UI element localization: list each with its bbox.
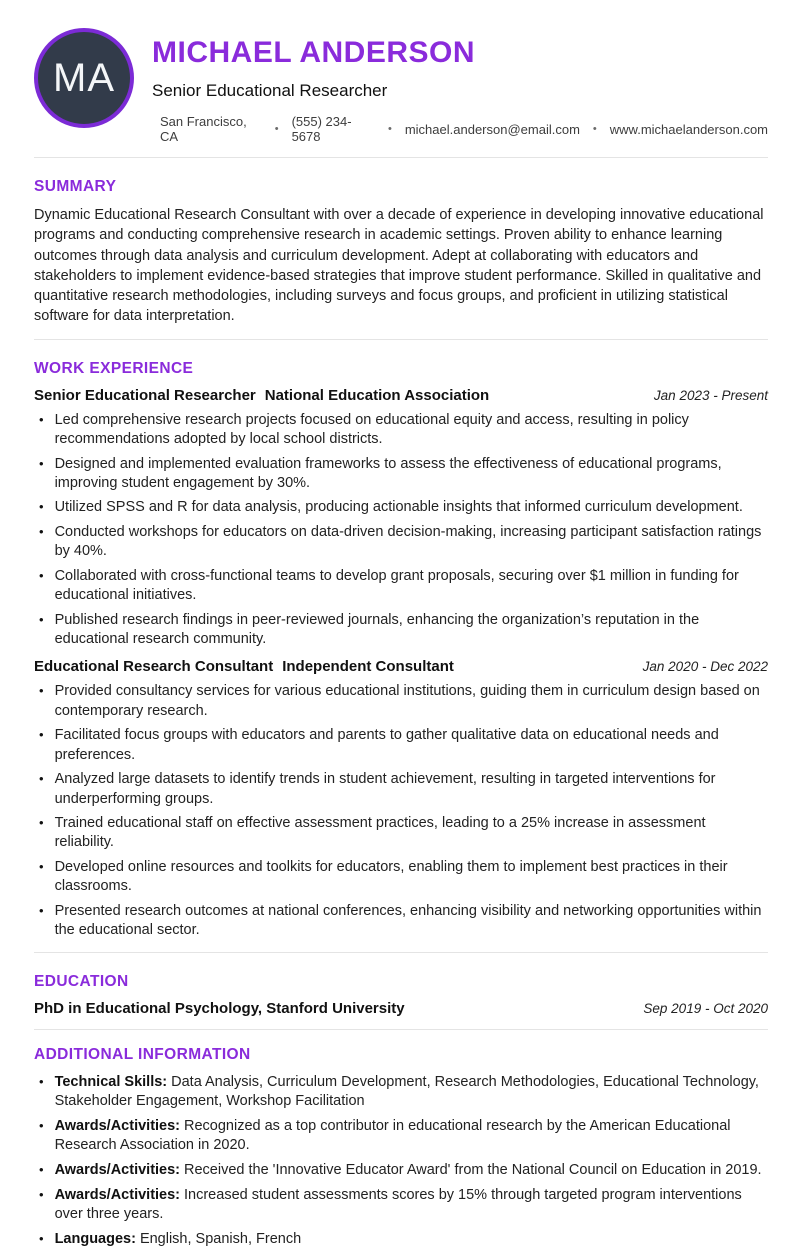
header-divider [34,157,768,158]
bullet-text: Presented research outcomes at national conferences, enhancing visibility and networking opportunities within the educational sector. [54,902,762,939]
job-title: Senior Educational Researcher [34,386,256,404]
section-education [34,973,768,1017]
dot-separator-icon: • [592,123,597,135]
job-company: National Education Association [264,386,490,404]
section-additional-information [34,1046,768,1249]
bullet-text [55,1073,768,1111]
contact-phone: (555) 234-5678 [291,114,352,144]
bullet-icon: • [39,683,44,699]
list-item [34,567,768,606]
item-text: Received the 'Innovative Educator Award' from the National Council on Education in 2019. [184,1162,762,1179]
list-item [34,858,768,897]
bullet-text: Collaborated with cross-functional teams to develop grant proposals, securing over $1 million in funding for educational initiatives. [54,567,739,604]
list-item [34,814,768,853]
list-item [34,1073,768,1111]
job-title-line [34,658,454,675]
header-text-block [152,28,768,144]
section-divider [34,339,768,340]
bullet-icon: • [39,1162,44,1178]
bullet-text: Analyzed large datasets to identify trends in student achievement, resulting in targeted interventions for underperforming groups. [54,771,716,807]
list-item [34,1230,768,1249]
resume-header [34,28,768,144]
job-dates: Jan 2020 - Dec 2022 [642,659,768,675]
bullet-text: Developed online resources and toolkits for educators, enabling them to implement best practices in their classrooms. [54,858,728,895]
list-item [34,770,768,809]
list-item [34,1186,768,1224]
list-item [34,902,768,941]
education-heading: EDUCATION [34,973,129,991]
job-dates: Jan 2023 - Present [653,387,768,403]
bullet-text [55,1230,302,1249]
bullet-text: Trained educational staff on effective assessment practices, leading to a 25% increase in assessment reliability. [54,814,706,851]
bullet-text [55,1186,768,1224]
section-summary [34,178,768,327]
bullet-text: Utilized SPSS and R for data analysis, producing actionable insights that informed curriculum development. [54,499,743,516]
bullet-text: Provided consultancy services for various educational institutions, guiding them in curriculum design based on contemporary research. [54,683,760,719]
bullet-text [55,1161,762,1180]
bullet-icon: • [39,499,44,515]
bullet-icon: • [39,523,44,539]
additional-list [34,1073,768,1249]
item-text: English, Spanish, French [139,1231,302,1248]
job-bullet-list [34,682,768,940]
bullet-icon: • [39,567,44,583]
job-entry [34,387,768,650]
contact-website: www.michaelanderson.com [609,121,768,137]
job-bullet-list [34,411,768,650]
section-work-experience [34,360,768,941]
bullet-text: Facilitated focus groups with educators and parents to gather qualitative data on educational needs and preferences. [54,727,719,763]
bullet-text: Led comprehensive research projects focused on educational equity and access, resulting in policy recommendations adopted by local school districts. [54,411,689,448]
bullet-icon: • [39,1187,44,1203]
bullet-icon: • [39,727,44,743]
contact-location: San Francisco, CA [160,114,247,144]
work-experience-heading: WORK EXPERIENCE [34,359,194,377]
contact-email: michael.anderson@email.com [404,121,580,137]
bullet-icon: • [39,1231,44,1247]
avatar [34,28,134,128]
bullet-icon: • [39,411,44,427]
summary-heading: SUMMARY [34,178,117,195]
candidate-name: MICHAEL ANDERSON [152,36,476,69]
avatar-initials: MA [53,55,115,100]
bullet-icon: • [39,1118,44,1134]
section-divider [34,1029,768,1030]
bullet-icon: • [39,1074,44,1090]
education-degree: PhD in Educational Psychology, Stanford University [34,1000,405,1018]
bullet-text: Designed and implemented evaluation frameworks to assess the effectiveness of educational programs, improving student engagement by 30%. [54,455,722,492]
item-text: Data Analysis, Curriculum Development, Research Methodologies, Educational Technology, Stakeholder Engagement, Workshop Facilitation [54,1074,759,1110]
item-text: Recognized as a top contributor in educational research by the American Educational Research Association in 2020. [54,1118,731,1154]
bullet-icon: • [39,771,44,787]
item-label: Technical Skills: [54,1074,168,1091]
job-company: Independent Consultant [282,658,454,676]
list-item [34,523,768,562]
list-item [34,455,768,494]
dot-separator-icon: • [274,123,279,135]
job-title: Educational Research Consultant [34,658,274,676]
bullet-icon: • [39,455,44,471]
bullet-icon: • [39,902,44,918]
item-label: Awards/Activities: [54,1187,181,1204]
item-label: Languages: [54,1231,136,1248]
job-header-row [34,658,768,675]
item-text: Increased student assessments scores by 15% through targeted program interventions over three years. [54,1187,742,1223]
item-label: Awards/Activities: [54,1118,181,1135]
contact-line [152,114,768,144]
bullet-text: Published research findings in peer-reviewed journals, enhancing the organization’s reputation in the educational research community. [54,611,700,647]
education-row [34,1000,768,1017]
summary-text: Dynamic Educational Research Consultant with over a decade of experience in developing innovative educational programs and conducting comprehensive research in academic settings. Proven ability to enhance learning outcomes through data analysis and curriculum development. Adept at collaborating with educators and stakeholders to implement evidence-based strategies that improve student performance. Skilled in qualitative and quantitative research methodologies, including surveys and focus groups, and proficient in utilizing statistical software for data interpretation. [34,207,764,325]
additional-information-heading: ADDITIONAL INFORMATION [34,1046,251,1064]
job-header-row [34,387,768,404]
bullet-text [55,1117,768,1155]
job-entry [34,658,768,940]
dot-separator-icon: • [387,123,392,135]
job-title-line [34,387,489,404]
candidate-title: Senior Educational Researcher [152,81,388,100]
list-item [34,682,768,721]
bullet-icon: • [39,858,44,874]
list-item [34,411,768,450]
bullet-text: Conducted workshops for educators on data-driven decision-making, increasing participant satisfaction ratings by 40%. [54,523,762,560]
list-item [34,1117,768,1155]
section-divider [34,952,768,953]
item-label: Awards/Activities: [54,1162,181,1179]
list-item [34,726,768,765]
list-item [34,611,768,650]
list-item [34,1161,768,1180]
list-item [34,498,768,517]
bullet-icon: • [39,611,44,627]
education-dates: Sep 2019 - Oct 2020 [643,1001,768,1017]
bullet-icon: • [39,814,44,830]
